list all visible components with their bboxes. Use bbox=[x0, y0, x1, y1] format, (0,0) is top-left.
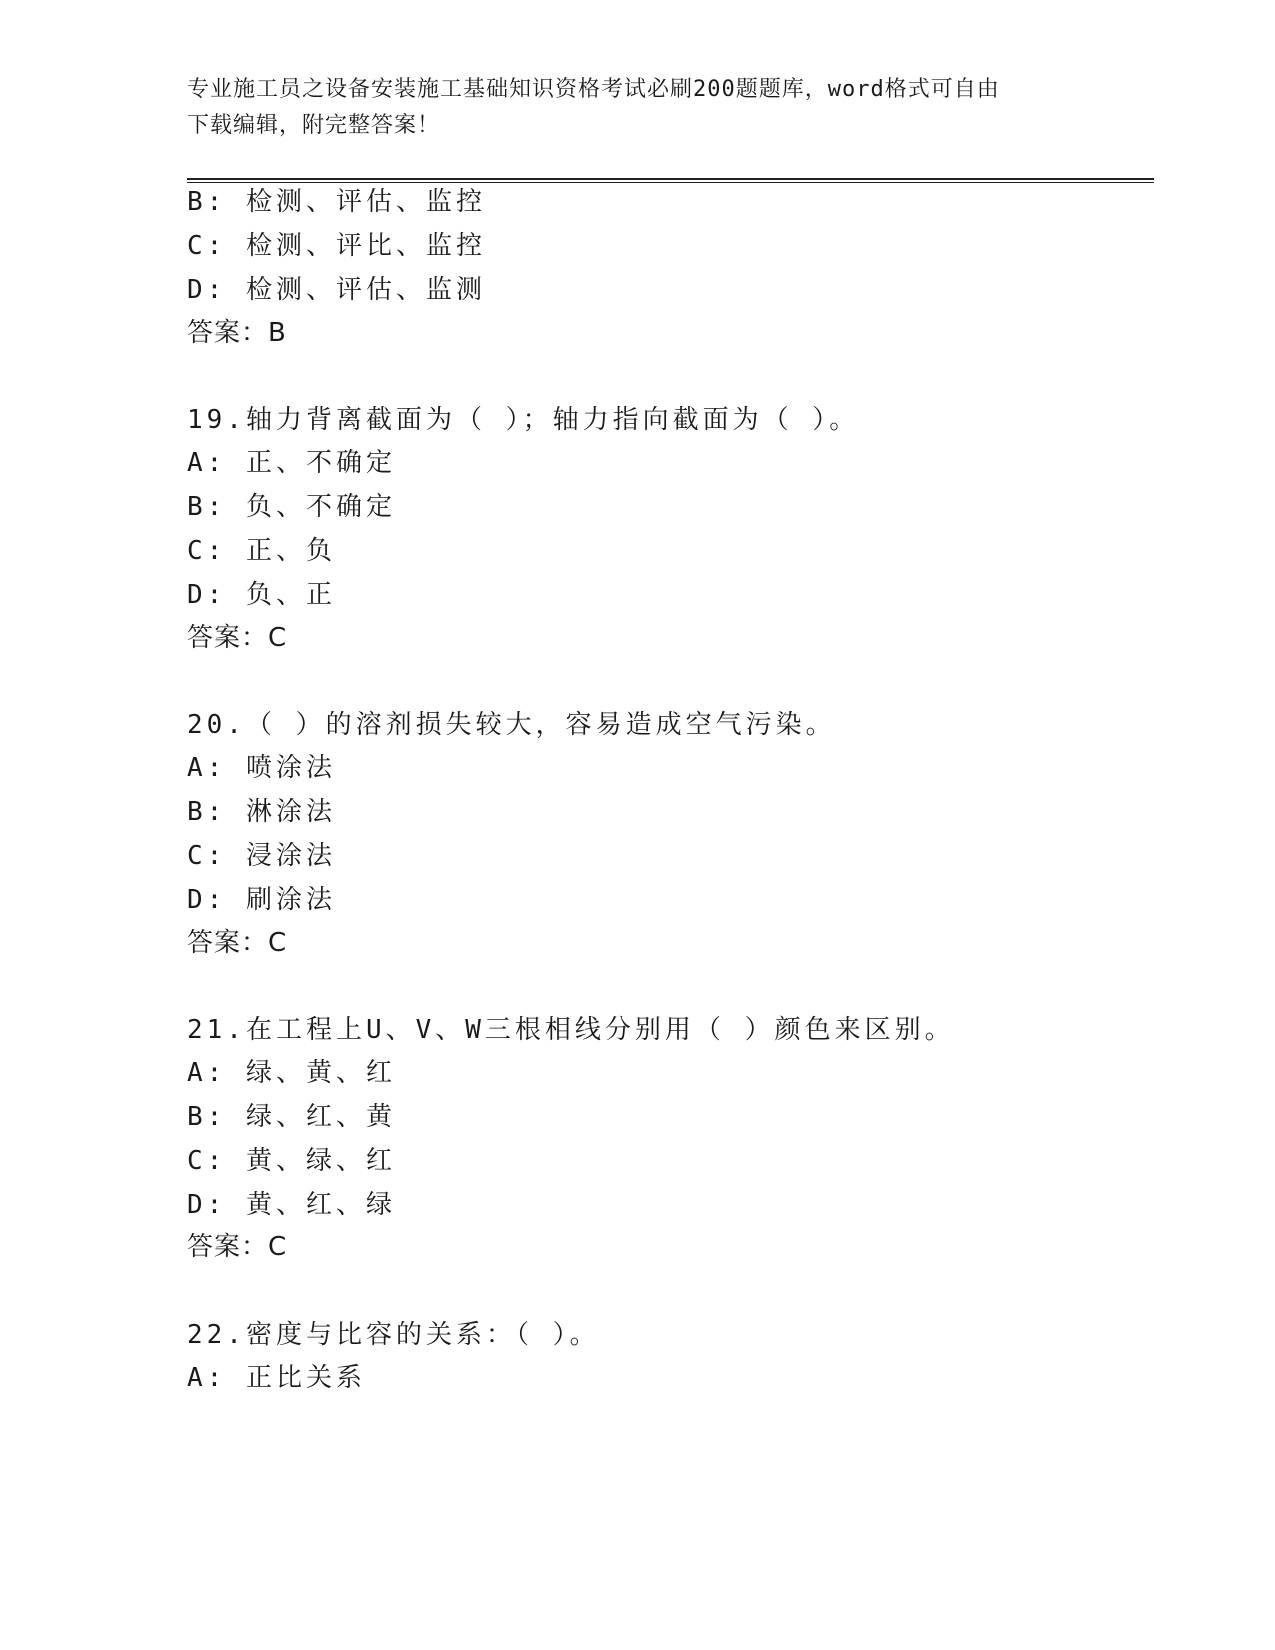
q22-option-a: A: 正比关系 bbox=[187, 1363, 366, 1393]
q20-option-b: B: 淋涂法 bbox=[187, 797, 336, 827]
q20-option-a: A: 喷涂法 bbox=[187, 753, 336, 783]
q19-answer: 答案：C bbox=[187, 623, 288, 653]
q19-option-a: A: 正、不确定 bbox=[187, 448, 396, 478]
q22-stem: 22.密度与比容的关系：（ ）。 bbox=[187, 1320, 600, 1350]
q20-option-d: D: 刷涂法 bbox=[187, 885, 336, 915]
q20-answer: 答案：C bbox=[187, 928, 288, 958]
prev-option-b: B: 检测、评估、监控 bbox=[187, 187, 486, 217]
q19-stem: 19.轴力背离截面为（ ）；轴力指向截面为（ ）。 bbox=[187, 405, 860, 435]
q21-option-b: B: 绿、红、黄 bbox=[187, 1102, 396, 1132]
document-header bbox=[187, 72, 1067, 144]
q20-stem: 20.（ ）的溶剂损失较大，容易造成空气污染。 bbox=[187, 710, 836, 740]
q21-stem: 21.在工程上U、V、W三根相线分别用（ ）颜色来区别。 bbox=[187, 1015, 955, 1045]
q19-option-c: C: 正、负 bbox=[187, 536, 336, 566]
header-title-line2: 下载编辑，附完整答案！ bbox=[187, 113, 441, 138]
q20-option-c: C: 浸涂法 bbox=[187, 841, 336, 871]
q21-option-c: C: 黄、绿、红 bbox=[187, 1146, 396, 1176]
prev-option-c: C: 检测、评比、监控 bbox=[187, 231, 486, 261]
q21-answer: 答案：C bbox=[187, 1232, 288, 1262]
header-divider bbox=[187, 178, 1154, 183]
q19-option-d: D: 负、正 bbox=[187, 580, 336, 610]
header-title-line1: 专业施工员之设备安装施工基础知识资格考试必刷200题题库，word格式可自由 bbox=[187, 77, 1000, 102]
q21-option-d: D: 黄、红、绿 bbox=[187, 1190, 396, 1220]
prev-answer: 答案：B bbox=[187, 318, 287, 348]
prev-option-d: D: 检测、评估、监测 bbox=[187, 275, 486, 305]
q19-option-b: B: 负、不确定 bbox=[187, 492, 396, 522]
q21-option-a: A: 绿、黄、红 bbox=[187, 1058, 396, 1088]
